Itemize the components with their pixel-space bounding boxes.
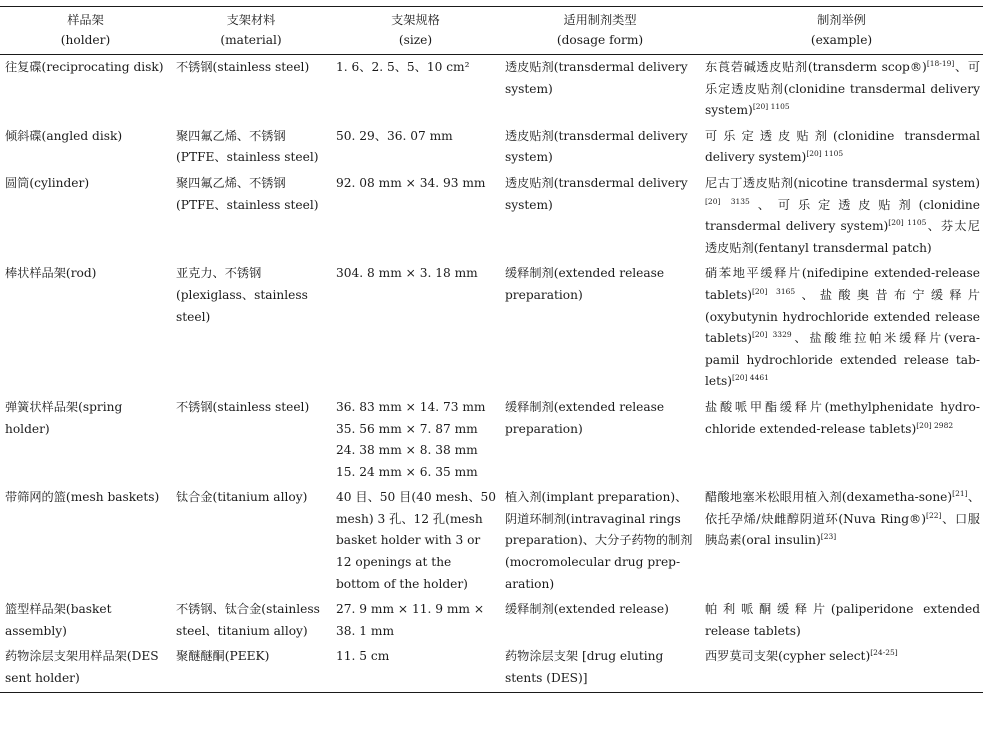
cell-material: 亚克力、不锈钢(plexiglass、stainless steel) <box>176 266 308 324</box>
cell-material: 不锈钢(stainless steel) <box>176 60 310 74</box>
table-row <box>0 124 983 171</box>
cell-holder: 带筛网的篮(mesh baskets) <box>5 490 160 505</box>
table-row <box>0 395 983 485</box>
example-text: 醋酸地塞米松眼用植入剂(dexametha-sone) <box>705 490 953 505</box>
header-holder <box>0 7 171 55</box>
header-size-en: (size) <box>398 33 433 47</box>
citation-ref: [20] 3165 <box>751 286 796 296</box>
cell-example <box>700 485 983 597</box>
cell-example <box>700 597 983 644</box>
header-dosage-form <box>500 7 700 55</box>
header-example-en: (example) <box>810 33 873 47</box>
header-row <box>0 7 983 55</box>
table-row <box>0 171 983 261</box>
header-dosage-form-zh: 适用制剂类型 <box>563 13 637 27</box>
cell-example <box>700 124 983 171</box>
header-size-zh: 支架规格 <box>391 13 440 27</box>
cell-holder: 篮型样品架(basket assembly) <box>5 602 112 638</box>
cell-holder: 棒状样品架(rod) <box>5 266 97 281</box>
citation-ref: [20] 1105 <box>888 218 927 228</box>
citation-ref: [23] <box>820 532 837 542</box>
citation-ref: [20] 2982 <box>916 420 954 430</box>
example-text: 盐酸哌甲酯缓释片(methylphenidate hydro-chloride extended-release tablets) <box>705 399 980 436</box>
cell-holder: 往复碟(reciprocating disk) <box>5 60 164 74</box>
citation-ref: [24-25] <box>870 648 898 658</box>
header-material-zh: 支架材料 <box>226 13 276 27</box>
citation-ref: [20] 4461 <box>732 373 769 383</box>
example-text: 、可乐定透皮贴剂(clonidine transdermal delivery system) <box>705 197 980 234</box>
cell-dosage-form: 透皮贴剂(transdermal delivery system) <box>505 175 688 212</box>
header-holder-en: (holder) <box>60 33 111 47</box>
cell-holder: 倾斜碟(angled disk) <box>5 128 123 143</box>
citation-ref: [20] 3329 <box>751 330 792 340</box>
example-text: 尼古丁透皮贴剂(nicotine transdermal system) <box>705 175 980 190</box>
cell-material: 不锈钢(stainless steel) <box>176 399 310 414</box>
example-text: 硝苯地平缓释片(nifedipine extended-release tablets) <box>705 266 980 302</box>
table-row <box>0 55 983 124</box>
cell-size: 50. 29、36. 07 mm <box>336 128 453 143</box>
example-text: 、依托孕烯/炔雌醇阴道环(Nuva Ring®) <box>705 490 981 526</box>
citation-ref: [21] <box>952 489 968 499</box>
cell-size: 40 目、50 目(40 mesh、50 mesh) 3 孔、12 孔(mesh basket holder with 3 or 12 openings at the bottom of the holder) <box>336 490 497 591</box>
example-text: 、盐酸维拉帕米缓释片(vera-pamil hydrochloride extended release tab-lets) <box>705 331 980 389</box>
header-holder-zh: 样品架 <box>67 13 104 27</box>
cell-size: 1. 6、2. 5、5、10 cm² <box>336 60 470 74</box>
cell-material: 聚四氟乙烯、不锈钢(PTFE、stainless steel) <box>176 128 319 165</box>
size-line: 24. 38 mm × 8. 38 mm <box>336 443 478 458</box>
header-example <box>700 7 983 55</box>
table-row <box>0 597 983 644</box>
cell-holder: 药物涂层支架用样品架(DES sent holder) <box>0 644 171 692</box>
example-text: 帕利哌酮缓释片(paliperidone extended release tablets) <box>705 602 980 638</box>
cell-dosage-form: 植入剂(implant preparation)、阴道环制剂(intravaginal rings preparation)、大分子药物的制剂(mocromolecular drug prep-aration) <box>505 490 693 591</box>
cell-size: 304. 8 mm × 3. 18 mm <box>336 266 478 281</box>
cell-size: 27. 9 mm × 11. 9 mm × 38. 1 mm <box>336 602 485 638</box>
cell-holder: 弹簧状样品架(spring holder) <box>5 399 123 436</box>
citation-ref: [18-19] <box>926 58 955 68</box>
cell-example <box>700 171 983 261</box>
table-body <box>0 55 983 693</box>
dissolution-holder-table <box>0 6 983 693</box>
example-text: 、盐酸奥昔布宁缓释片(oxybutynin hydrochloride extended release tablets) <box>705 287 980 346</box>
table-row <box>0 261 983 395</box>
cell-dosage-form: 缓释制剂(extended release preparation) <box>505 266 665 302</box>
size-line: 36. 83 mm × 14. 73 mm <box>336 399 486 414</box>
cell-dosage-form: 药物涂层支架 [drug eluting stents (DES)] <box>500 644 700 692</box>
example-text: 、芬太尼透皮贴剂(fentanyl transdermal patch) <box>705 219 980 255</box>
example-text: 东莨菪碱透皮贴剂(transderm scop®) <box>705 60 927 74</box>
cell-size: 92. 08 mm × 34. 93 mm <box>336 175 486 190</box>
citation-ref: [20] 1105 <box>806 149 844 159</box>
example-text: 西罗莫司支架(cypher select) <box>705 649 871 664</box>
header-example-zh: 制剂举例 <box>817 13 866 27</box>
cell-example <box>700 644 983 692</box>
example-text: 、可乐定透皮贴剂(clonidine transdermal delivery system) <box>705 60 981 118</box>
cell-example <box>700 395 983 485</box>
cell-material: 聚四氟乙烯、不锈钢(PTFE、stainless steel) <box>176 175 319 212</box>
citation-ref: [20] 1105 <box>752 102 790 112</box>
citation-ref: [22] <box>926 510 942 520</box>
example-text: 、口服胰岛素(oral insulin) <box>705 511 980 548</box>
cell-example <box>700 261 983 395</box>
cell-example <box>700 55 983 124</box>
table-row <box>0 485 983 597</box>
cell-holder: 圆筒(cylinder) <box>5 175 90 190</box>
example-text: 可乐定透皮贴剂(clonidine transdermal delivery system) <box>705 128 980 165</box>
cell-size: 11. 5 cm <box>331 644 500 692</box>
size-line: 15. 24 mm × 6. 35 mm <box>336 464 478 479</box>
header-material-en: (material) <box>220 33 282 47</box>
citation-ref: [20] 3135 <box>705 196 750 206</box>
table-row <box>0 644 983 692</box>
cell-size <box>331 395 500 485</box>
cell-dosage-form: 透皮贴剂(transdermal delivery system) <box>505 128 688 165</box>
cell-material: 聚醚醚酮(PEEK) <box>171 644 331 692</box>
header-size <box>331 7 500 55</box>
cell-material: 不锈钢、钛合金(stainless steel、titanium alloy) <box>176 602 320 638</box>
cell-dosage-form: 缓释制剂(extended release) <box>505 602 669 617</box>
header-material <box>171 7 331 55</box>
size-line: 35. 56 mm × 7. 87 mm <box>336 421 478 436</box>
cell-material: 钛合金(titanium alloy) <box>176 490 308 505</box>
cell-dosage-form: 透皮贴剂(transdermal delivery system) <box>505 60 688 96</box>
header-dosage-form-en: (dosage form) <box>556 33 644 47</box>
cell-dosage-form: 缓释制剂(extended release preparation) <box>505 399 665 436</box>
